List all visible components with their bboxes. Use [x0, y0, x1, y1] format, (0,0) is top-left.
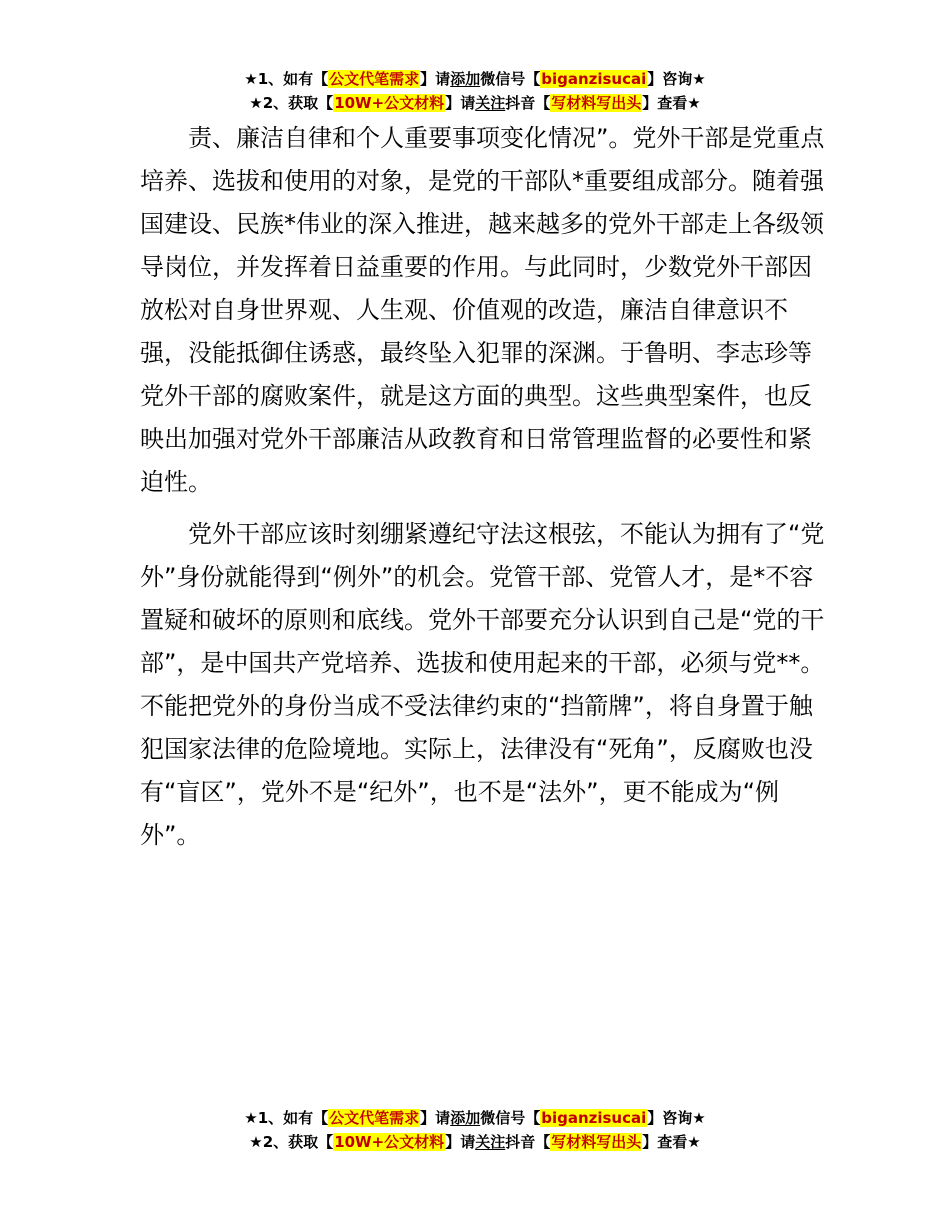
banner-text: 抖音【: [505, 1133, 551, 1151]
banner-line-1: [0, 67, 950, 91]
highlighted-text: biganzisucai: [541, 1109, 647, 1127]
banner-text: 】请: [445, 94, 476, 112]
banner-line-2: [0, 91, 950, 115]
underlined-text: 添加: [450, 70, 481, 88]
document-body: [140, 117, 830, 857]
highlighted-text: 公文代笔需求: [329, 70, 420, 88]
highlighted-text: biganzisucai: [541, 70, 647, 88]
banner-text: 抖音【: [505, 94, 551, 112]
banner-text: 】咨询★: [647, 1109, 706, 1127]
underlined-text: 关注: [475, 1133, 506, 1151]
underlined-text: 添加: [450, 1109, 481, 1127]
highlighted-text: 10W+公文材料: [334, 94, 445, 112]
paragraph-2: 党外干部应该时刻绷紧遵纪守法这根弦，不能认为拥有了“党外”身份就能得到“例外”的机会。党管干部、党管人才，是*不容置疑和破坏的原则和底线。党外干部要充分认识到自己是“党的干部”，是中国共产党培养、选拔和使用起来的干部，必须与党**。不能把党外的身份当成不受法律约束的“挡箭牌”，将自身置于触犯国家法律的危险境地。实际上，法律没有“死角”，反腐败也没有“盲区”，党外不是“纪外”，也不是“法外”，更不能成为“例外”。: [140, 520, 825, 849]
header-banner: [0, 67, 950, 115]
banner-text: 】查看★: [642, 1133, 701, 1151]
highlighted-text: 写材料写出头: [551, 1133, 642, 1151]
banner-text: ★1、如有【: [244, 70, 329, 88]
banner-line-1: [0, 1106, 950, 1130]
banner-text: 】请: [445, 1133, 476, 1151]
banner-text: 】咨询★: [647, 70, 706, 88]
banner-text: 】查看★: [642, 94, 701, 112]
banner-text: 】请: [420, 1109, 451, 1127]
highlighted-text: 公文代笔需求: [329, 1109, 420, 1127]
banner-line-2: [0, 1130, 950, 1154]
highlighted-text: 10W+公文材料: [334, 1133, 445, 1151]
banner-text: ★1、如有【: [244, 1109, 329, 1127]
banner-text: 】请: [420, 70, 451, 88]
banner-text: 微信号【: [480, 1109, 541, 1127]
paragraph-1: 责、廉洁自律和个人重要事项变化情况”。党外干部是党重点培养、选拔和使用的对象，是党的干部队*重要组成部分。随着强国建设、民族*伟业的深入推进，越来越多的党外干部走上各级领导岗位，并发挥着日益重要的作用。与此同时，少数党外干部因放松对自身世界观、人生观、价值观的改造，廉洁自律意识不强，没能抵御住诱惑，最终坠入犯罪的深渊。于鲁明、李志珍等党外干部的腐败案件，就是这方面的典型。这些典型案件，也反映出加强对党外干部廉洁从政教育和日常管理监督的必要性和紧迫性。: [140, 124, 825, 496]
underlined-text: 关注: [475, 94, 506, 112]
footer-banner: [0, 1106, 950, 1154]
banner-text: ★2、获取【: [249, 94, 334, 112]
highlighted-text: 写材料写出头: [551, 94, 642, 112]
banner-text: 微信号【: [480, 70, 541, 88]
banner-text: ★2、获取【: [249, 1133, 334, 1151]
